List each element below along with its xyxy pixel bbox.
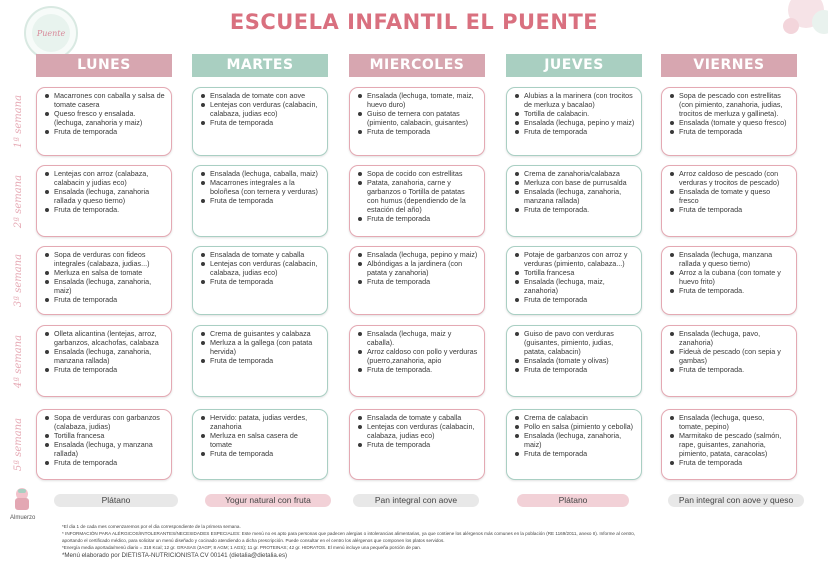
dish-item: Merluza en salsa de tomate — [54, 268, 165, 277]
dish-item: Fruta de temporada — [679, 205, 790, 214]
menu-cell — [661, 325, 797, 397]
dish-item: Ensalada (lechuga, manzana rallada y queso tierno) — [679, 250, 790, 268]
dish-item: Sopa de verduras con fideos integrales (calabaza, judias...) — [54, 250, 165, 268]
dish-item: Ensalada de tomate y caballa — [367, 413, 478, 422]
dish-item: Fruta de temporada — [54, 458, 165, 467]
dish-item: Olleta alicantina (lentejas, arroz, garbanzos, alcachofas, calabaza — [54, 329, 165, 347]
dish-item: Fruta de temporada — [679, 127, 790, 136]
dish-item: Sopa de pescado con estrellitas (con pimiento, zanahoria, judias, trocitos de merluza y gallineta). — [679, 91, 790, 118]
dish-list — [511, 413, 635, 458]
dish-item: Merluza en salsa casera de tomate — [210, 431, 321, 449]
dish-item: Ensalada (lechuga, pavo, zanahoria) — [679, 329, 790, 347]
day-header-viernes: VIERNES — [661, 54, 797, 77]
dish-item: Ensalada (lechuga, zanahoria rallada y queso tierno) — [54, 187, 165, 205]
menu-cell — [192, 165, 328, 237]
dish-list — [511, 91, 635, 136]
dish-item: Sopa de verduras con garbanzos (calabaza, judias) — [54, 413, 165, 431]
dish-item: Ensalada (lechuga, zanahoria, maiz) — [54, 277, 165, 295]
menu-cell — [192, 325, 328, 397]
week-label-text: 2ª semana — [13, 174, 25, 228]
day-header-martes: MARTES — [192, 54, 328, 77]
dish-item: Fruta de temporada — [54, 365, 165, 374]
snack-basket-icon — [12, 486, 32, 512]
day-header-miercoles: MIERCOLES — [349, 54, 485, 77]
week-label-text: 3ª semana — [13, 253, 25, 308]
dish-list — [41, 91, 165, 136]
dish-item: Fruta de temporada — [367, 440, 478, 449]
almuerzo-item: Plátano — [54, 494, 178, 507]
dish-item: Queso fresco y ensalada. (lechuga, zanahoria y maiz) — [54, 109, 165, 127]
week-label — [6, 409, 32, 480]
menu-cell — [36, 165, 172, 237]
dish-item: Fruta de temporada — [54, 127, 165, 136]
almuerzo-item: Pan integral con aove y queso — [668, 494, 804, 507]
dish-item: Ensalada (lechuga, queso, tomate, pepino) — [679, 413, 790, 431]
dish-list — [197, 169, 321, 205]
almuerzo-label: Almuerzo — [10, 515, 36, 521]
dish-item: Fruta de temporada — [54, 295, 165, 304]
menu-cell — [661, 409, 797, 480]
almuerzo-item: Yogur natural con fruta — [205, 494, 331, 507]
week-label — [6, 325, 32, 397]
dish-item: Fruta de temporada — [367, 277, 478, 286]
dish-item: Ensalada (lechuga, zanahoria, maiz) — [524, 431, 635, 449]
dish-item: Fruta de temporada — [524, 295, 635, 304]
week-label-text: 4ª semana — [13, 334, 25, 388]
dish-item: Crema de guisantes y calabaza — [210, 329, 321, 338]
week-label — [6, 87, 32, 156]
dish-item: Ensalada (lechuga, maiz y caballa). — [367, 329, 478, 347]
menu-cell — [349, 165, 485, 237]
menu-cell — [36, 246, 172, 315]
dish-item: Fruta de temporada. — [367, 365, 478, 374]
almuerzo-item: Pan integral con aove — [353, 494, 479, 507]
dish-list — [666, 91, 790, 136]
dish-item: Tortilla francesa — [524, 268, 635, 277]
dish-item: Lentejas con arroz (calabaza, calabacin y judias eco) — [54, 169, 165, 187]
dish-item: Fruta de temporada. — [679, 286, 790, 295]
footer-note: aportando el certificado médico, para solicitar un menú diseñado y cocinado atendiendo a dicha prescripción. Puede consultar en el centro los alérgenos que componen los platos servidos. — [62, 538, 445, 543]
menu-cell — [506, 165, 642, 237]
dish-item: Fruta de temporada — [524, 127, 635, 136]
menu-cell — [192, 246, 328, 315]
dish-item: Ensalada (lechuga, y manzana rallada) — [54, 440, 165, 458]
day-header-lunes: LUNES — [36, 54, 172, 77]
dish-item: Guiso de pavo con verduras (guisantes, pimiento, judias, patata, calabacin) — [524, 329, 635, 356]
dish-list — [511, 169, 635, 214]
menu-cell — [349, 325, 485, 397]
dish-list — [354, 169, 478, 223]
dish-item: Fruta de temporada — [210, 118, 321, 127]
dish-list — [666, 329, 790, 374]
week-label — [6, 246, 32, 315]
dish-item: Macarrones integrales a la boloñesa (con ternera y verduras) — [210, 178, 321, 196]
dish-item: Potaje de garbanzos con arroz y verduras (pimiento, calabaza...) — [524, 250, 635, 268]
dish-list — [197, 91, 321, 127]
dish-list — [197, 413, 321, 458]
dish-item: Fruta de temporada — [367, 214, 478, 223]
week-label-text: 5ª semana — [13, 417, 25, 472]
menu-cell — [661, 87, 797, 156]
dish-list — [197, 329, 321, 365]
dish-item: Ensalada (lechuga, tomate, maiz, huevo duro) — [367, 91, 478, 109]
menu-cell — [506, 246, 642, 315]
dish-item: Fruta de temporada. — [679, 365, 790, 374]
menu-cell — [36, 87, 172, 156]
menu-cell — [36, 325, 172, 397]
dish-item: Lentejas con verduras (calabacin, calabaza, judias eco) — [210, 259, 321, 277]
dish-item: Fruta de temporada — [210, 356, 321, 365]
dish-item: Crema de zanahoria/calabaza — [524, 169, 635, 178]
dish-item: Albóndigas a la jardinera (con patata y zanahoria) — [367, 259, 478, 277]
dish-list — [41, 169, 165, 214]
dish-item: Marmitako de pescado (salmón, rape, guisantes, zanahoria, pimiento, patata, caracolas) — [679, 431, 790, 458]
dish-item: Ensalada (lechuga, zanahoria, manzana rallada) — [54, 347, 165, 365]
dish-item: Ensalada (tomate y olivas) — [524, 356, 635, 365]
dish-item: Fideuà de pescado (con sepia y gambas) — [679, 347, 790, 365]
logo-text: Puente — [32, 14, 70, 52]
menu-cell — [506, 87, 642, 156]
dish-item: Macarrones con caballa y salsa de tomate casera — [54, 91, 165, 109]
dish-list — [666, 169, 790, 214]
menu-cell — [36, 409, 172, 480]
dish-item: Merluza con base de purrusalda — [524, 178, 635, 187]
day-header-jueves: JUEVES — [506, 54, 642, 77]
dish-list — [354, 250, 478, 286]
week-label-text: 1ª semana — [13, 94, 25, 149]
dish-item: Tortilla francesa — [54, 431, 165, 440]
dish-item: Fruta de temporada. — [524, 205, 635, 214]
dish-item: Crema de calabacin — [524, 413, 635, 422]
dish-list — [41, 413, 165, 467]
dish-list — [511, 329, 635, 374]
dish-list — [197, 250, 321, 286]
dish-item: Fruta de temporada — [210, 277, 321, 286]
dish-item: Guiso de ternera con patatas (pimiento, calabacin, guisantes) — [367, 109, 478, 127]
menu-cell — [349, 246, 485, 315]
dish-item: Patata, zanahoria, carne y garbanzos o Tortilla de patatas con humus (dependiendo de la estación del año) — [367, 178, 478, 214]
dish-item: Ensalada (lechuga, caballa, maiz) — [210, 169, 321, 178]
menu-cell — [192, 87, 328, 156]
footer-note: * INFORMACIÓN PARA ALÉRGICOS/INTOLERANTES/NECESIDADES ESPECIALES: Este menú no es apto para personas que padecen alergias o intolerancias alimentarias, ya que contiene los alérgenos más comunes en la población (RE 1169/2011, anexo II). Informe al centro, — [62, 531, 636, 536]
dish-item: Lentejas con verduras (calabacin, calabaza, judias eco) — [210, 100, 321, 118]
menu-cell — [192, 409, 328, 480]
dish-item: Arroz caldoso con pollo y verduras (puerro,zanahoria, apio — [367, 347, 478, 365]
footer-note: *Menú elaborado por DIETISTA-NUTRICIONISTA CV 00141 (dietalia@dietalia.es) — [62, 552, 288, 559]
menu-cell — [506, 409, 642, 480]
menu-cell — [349, 87, 485, 156]
page-title: ESCUELA INFANTIL EL PUENTE — [229, 10, 599, 34]
dish-item: Ensalada de tomate con aove — [210, 91, 321, 100]
dish-list — [354, 413, 478, 449]
dish-item: Ensalada (lechuga, maiz, zanahoria) — [524, 277, 635, 295]
menu-cell — [661, 165, 797, 237]
dish-list — [354, 91, 478, 136]
dish-item: Ensalada (tomate y queso fresco) — [679, 118, 790, 127]
dish-item: Fruta de temporada — [367, 127, 478, 136]
dish-item: Lentejas con verduras (calabacin, calabaza, judias eco) — [367, 422, 478, 440]
dish-item: Fruta de temporada — [524, 365, 635, 374]
dish-list — [666, 413, 790, 467]
dish-list — [511, 250, 635, 304]
week-label — [6, 165, 32, 237]
dish-item: Hervido: patata, judias verdes, zanahoria — [210, 413, 321, 431]
menu-cell — [661, 246, 797, 315]
dish-item: Ensalada (lechuga, pepino y maiz) — [524, 118, 635, 127]
footer-note: *Energía media aportada/menú diario = 318 Kcal; 12 gr. GRASAS (2AGP; 8 AGM; 1 AGS); 11 gr. PROTEINAS; 42 gr. HIDRATOS. El menú incluye una pequeña porción de pan. — [62, 545, 422, 550]
dish-list — [41, 250, 165, 304]
dish-item: Fruta de temporada — [679, 458, 790, 467]
flower-decoration-icon — [746, 0, 828, 42]
dish-list — [354, 329, 478, 374]
dish-item: Arroz a la cubana (con tomate y huevo frito) — [679, 268, 790, 286]
almuerzo-item: Plátano — [517, 494, 629, 507]
footer-note: *El dia 1 de cada mes comenzaremos por el dia correspondiente de la primera semana. — [62, 524, 241, 529]
dish-item: Alubias a la marinera (con trocitos de merluza y bacalao) — [524, 91, 635, 109]
dish-item: Ensalada de tomate y queso fresco — [679, 187, 790, 205]
dish-item: Ensalada (lechuga, zanahoria, manzana rallada) — [524, 187, 635, 205]
dish-list — [666, 250, 790, 295]
dish-item: Sopa de cocido con estrellitas — [367, 169, 478, 178]
dish-list — [41, 329, 165, 374]
dish-item: Ensalada (lechuga, pepino y maiz) — [367, 250, 478, 259]
dish-item: Tortilla de calabacin. — [524, 109, 635, 118]
dish-item: Fruta de temporada — [210, 449, 321, 458]
menu-cell — [506, 325, 642, 397]
dish-item: Pollo en salsa (pimiento y cebolla) — [524, 422, 634, 431]
dish-item: Merluza a la gallega (con patata hervida) — [210, 338, 321, 356]
dish-item: Fruta de temporada. — [54, 205, 165, 214]
dish-item: Arroz caldoso de pescado (con verduras y trocitos de pescado) — [679, 169, 790, 187]
dish-item: Fruta de temporada — [210, 196, 321, 205]
dish-item: Ensalada de tomate y caballa — [210, 250, 321, 259]
menu-cell — [349, 409, 485, 480]
dish-item: Fruta de temporada — [524, 449, 635, 458]
